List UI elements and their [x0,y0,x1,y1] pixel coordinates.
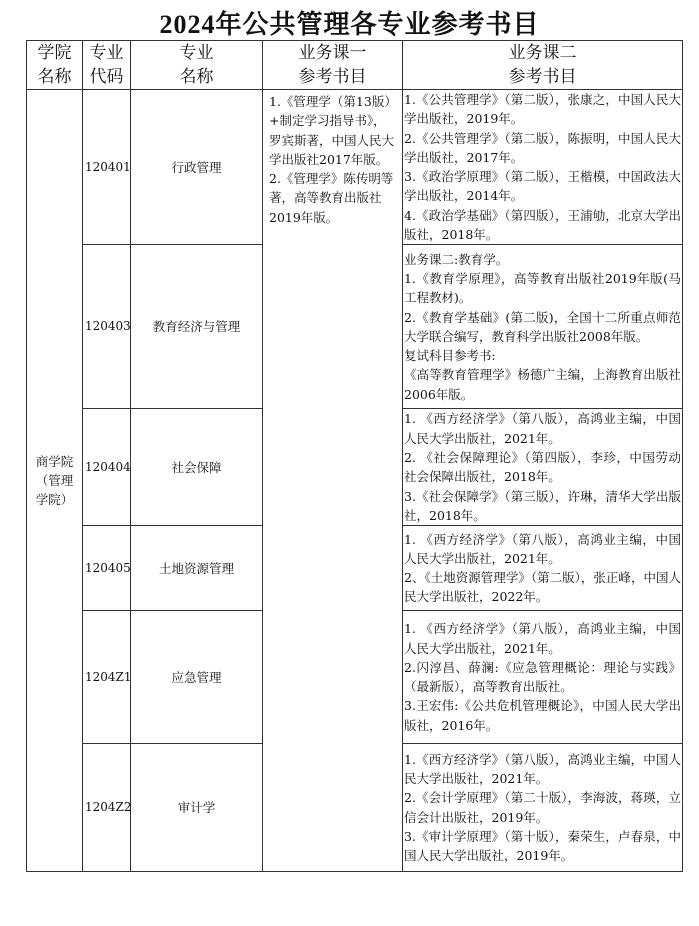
header-course1: 业务课一 参考书目 [263,41,403,90]
major-name: 审计学 [131,744,263,872]
book-entry: 2. 《社会保障理论》（第四版），李珍，中国劳动社会保障出版社，2018年。 [404,449,681,485]
major-name: 教育经济与管理 [131,245,263,409]
major-name: 土地资源管理 [131,526,263,611]
major-code: 120405 [83,526,131,611]
book-entry: 1.《教育学原理》，高等教育出版社2019年版(马工程教材)。 [404,270,681,306]
major-code: 120401 [83,90,131,245]
header-code: 专业 代码 [83,41,131,90]
book-entry: 1. 《西方经济学》（第八版），高鸿业主编，中国人民大学出版社，2021年。 [404,621,681,656]
book-entry: 2、《土地资源管理学》（第二版），张正峰，中国人民大学出版社，2022年。 [404,570,681,605]
book-entry: 1.《管理学（第13版）+制定学习指导书》，罗宾斯著，中国人民大学出版社2017年版。 [269,94,397,167]
major-name: 应急管理 [131,611,263,744]
book-entry: 2.闪淳昌、薛澜:《应急管理概论：理论与实践》（最新版），高等教育出版社。 [404,659,681,695]
book-entry: 4.《政治学基础》（第四版），王浦劬，北京大学出版社，2018年。 [404,207,681,243]
table-row [27,90,683,245]
course2-books [403,526,683,611]
book-entry: 2.《会计学原理》（第二十版），李海波，蒋瑛，立信会计出版社，2019年。 [404,790,681,825]
book-entry: 1.《西方经济学》（第八版），高鸿业主编，中国人民大学出版社，2021年。 [404,751,681,787]
major-code: 120403 [83,245,131,409]
course2-books [403,611,683,744]
course1-books [263,90,403,872]
book-entry: 3.《审计学原理》（第十版），秦荣生，卢春泉，中国人民大学出版社，2019年。 [404,828,681,864]
book-entry: 3.《社会保障学》（第三版），许琳，清华大学出版社，2018年。 [404,488,681,523]
header-major: 专业 名称 [131,41,263,90]
book-entry: 2.《公共管理学》（第二版），陈振明，中国人民大学出版社，2017年。 [404,130,681,165]
course2-books [403,90,683,245]
book-entry: 3.王宏伟:《公共危机管理概论》，中国人民大学出版社，2016年。 [404,698,681,733]
page-title: 2024年公共管理各专业参考书目 [159,10,540,39]
book-entry: 1.《公共管理学》（第二版），张康之，中国人民大学出版社，2019年。 [404,92,681,127]
book-entry: 《高等教育管理学》杨德广主编，上海教育出版社2006年版。 [404,367,681,402]
header-row [27,41,683,90]
header-course2: 业务课二 参考书目 [403,41,683,90]
college-cell: 商学院 （管理 学院） [27,90,83,872]
course2-books [403,744,683,872]
header-college: 学院 名称 [27,41,83,90]
major-code: 1204Z2 [83,744,131,872]
book-entry: 业务课二:教育学。 [404,251,509,267]
course2-books [403,245,683,409]
book-entry: 2.《管理学》陈传明等著，高等教育出版社2019年版。 [269,171,394,225]
book-entry: 1. 《西方经济学》（第八版），高鸿业主编，中国人民大学出版社，2021年。 [404,531,681,566]
major-name: 社会保障 [131,409,263,526]
book-entry: 复试科目参考书: [404,348,496,364]
course2-books [403,409,683,526]
book-entry: 3.《政治学原理》（第二版），王楷模，中国政法大学出版社，2014年。 [404,169,681,204]
major-code: 120404 [83,409,131,526]
major-code: 1204Z1 [83,611,131,744]
reference-book-table [26,40,683,872]
book-entry: 1. 《西方经济学》（第八版），高鸿业主编，中国人民大学出版社，2021年。 [404,411,681,446]
book-entry: 2.《教育学基础》(第二版)，全国十二所重点师范大学联合编写，教育科学出版社2008年版。 [404,309,681,344]
major-name: 行政管理 [131,90,263,245]
